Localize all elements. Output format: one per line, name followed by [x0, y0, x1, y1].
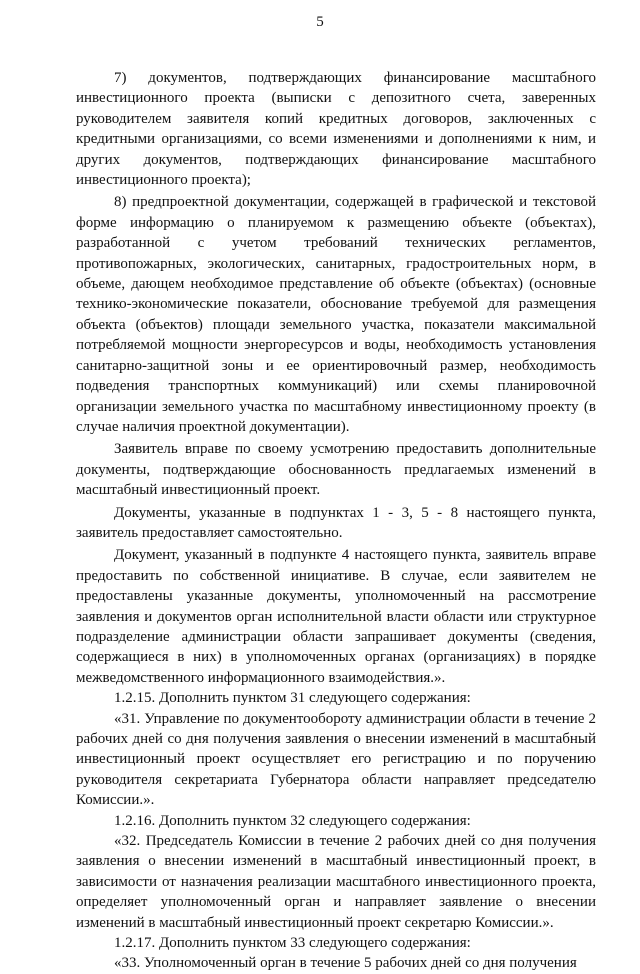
paragraph-clause-32: «32. Председатель Комиссии в течение 2 рабочих дней со дня получения заявления о внесении изменений в масштабный инвестиционный проект, в зависимости от назначения реализации масштабного инвестиционного проекта, определяет уполномоченный орган и направляет заявление о внесении изменений в масштабный инвестиционный проект секретарю Комиссии.». — [76, 833, 596, 931]
paragraph-item-7: 7) документов, подтверждающих финансирование масштабного инвестиционного проекта (выписки с депозитного счета, заверенных руководителем заявителя копий кредитных договоров, заключенных с кредитными организациями, со всеми изменениями и дополнениями к ним, и других документов, подтверждающих финансирование масштабного инвестиционного проекта); — [76, 70, 596, 189]
document-body — [76, 68, 596, 974]
paragraph-additional-documents: Заявитель вправе по своему усмотрению предоставить дополнительные документы, подтверждающие обоснованность предлагаемых изменений в масштабный инвестиционный проект. — [76, 441, 596, 499]
paragraph-documents-self-provided: Документы, указанные в подпунктах 1 - 3, 5 - 8 настоящего пункта, заявитель предоставляет самостоятельно. — [76, 504, 596, 541]
paragraph-item-8: 8) предпроектной документации, содержащей в графической и текстовой форме информацию о планируемом к размещению объекте (объектах), разработанной с учетом требований технических регламентов, противопожарных, экологических, санитарных, градостроительных норм, в объеме, дающем необходимое представление об объекте (объектах) (основные технико-экономические показатели, обоснование требуемой для размещения объекта (объектов) площади земельного участка, показатели максимальной потребляемой мощности энергоресурсов и воды, необходимость установления санитарно-защитной зоны и ее ориентировочный размер, необходимость подведения транспортных коммуникаций) или схемы планировочной организации земельного участка по масштабному инвестиционному проекту (в случае наличия проектной документации). — [76, 194, 596, 435]
paragraph-clause-31: «31. Управление по документообороту администрации области в течение 2 рабочих дней со дня получения заявления о внесении изменений в масштабный инвестиционный проект осуществляет его регистрацию и по поручению руководителя секретариата Губернатора области направляет председателю Комиссии.». — [76, 710, 596, 809]
paragraph-amendment-1-2-17: 1.2.17. Дополнить пунктом 33 следующего содержания: — [114, 935, 471, 952]
paragraph-amendment-1-2-15: 1.2.15. Дополнить пунктом 31 следующего содержания: — [114, 690, 471, 707]
paragraph-clause-33: «33. Уполномоченный орган в течение 5 рабочих дней со дня получения — [114, 955, 577, 972]
page-number: 5 — [316, 14, 324, 30]
paragraph-document-item-4: Документ, указанный в подпункте 4 настоящего пункта, заявитель вправе предоставить по собственной инициативе. В случае, если заявителем не предоставлены указанные документы, уполномоченный на рассмотрение заявления и документов орган исполнительной власти области или структурное подразделение администрации области запрашивает документы (сведения, содержащиеся в них) в уполномоченных органах (организациях) в порядке межведомственного информационного взаимодействия.». — [76, 547, 596, 686]
paragraph-amendment-1-2-16: 1.2.16. Дополнить пунктом 32 следующего содержания: — [114, 812, 471, 829]
